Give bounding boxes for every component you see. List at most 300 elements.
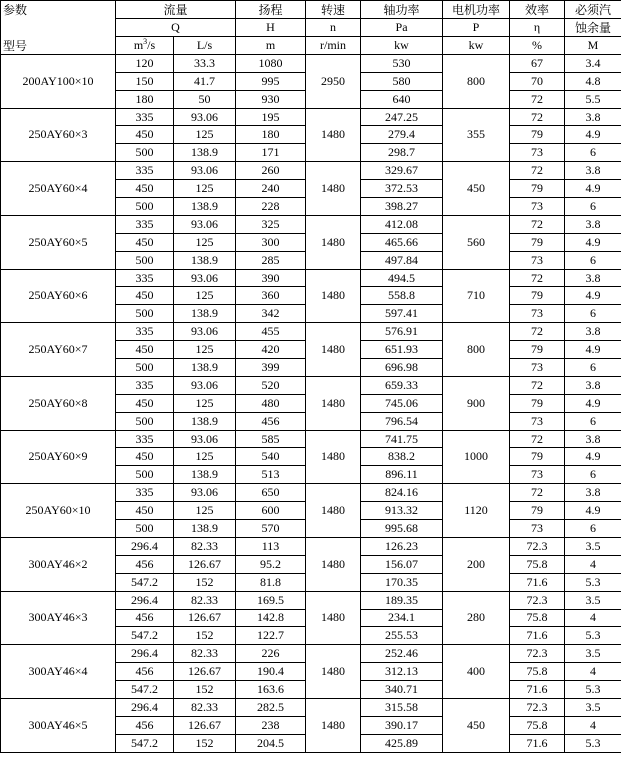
model-label: 型号 — [3, 38, 28, 53]
efficiency-cell: 73 — [510, 520, 565, 538]
flow-m3s-cell: 335 — [116, 269, 174, 287]
shaft-power-cell: 189.35 — [361, 591, 443, 609]
efficiency-cell: 75.8 — [510, 716, 565, 734]
head-cell: 285 — [236, 251, 306, 269]
head-cell: 204.5 — [236, 734, 306, 752]
head-cell: 570 — [236, 520, 306, 538]
speed-cell: 1480 — [306, 323, 361, 377]
npsh-label-1: 必须汽 — [565, 1, 621, 19]
shaft-power-cell: 995.68 — [361, 520, 443, 538]
shaft-power-cell: 838.2 — [361, 448, 443, 466]
npsh-cell: 6 — [565, 251, 621, 269]
efficiency-cell: 73 — [510, 251, 565, 269]
table-row — [1, 323, 621, 341]
speed-cell: 2950 — [306, 54, 361, 108]
head-cell: 169.5 — [236, 591, 306, 609]
flow-m3s-cell: 547.2 — [116, 734, 174, 752]
npsh-cell: 4.9 — [565, 502, 621, 520]
shaft-power-cell: 412.08 — [361, 215, 443, 233]
shaft-power-cell: 372.53 — [361, 180, 443, 198]
npsh-cell: 5.3 — [565, 734, 621, 752]
flow-unit-m3s: $m^3/s$ — [116, 37, 174, 55]
model-cell: 250AY60×5 — [1, 215, 116, 269]
head-cell: 1080 — [236, 54, 306, 72]
npsh-cell: 4.9 — [565, 233, 621, 251]
flow-m3s-cell: 296.4 — [116, 537, 174, 555]
shaft-power-cell: 530 — [361, 54, 443, 72]
shaft-power-cell: 796.54 — [361, 412, 443, 430]
shaft-power-cell: 465.66 — [361, 233, 443, 251]
shaft-power-cell: 279.4 — [361, 126, 443, 144]
npsh-label-2: 蚀余量 — [565, 19, 621, 37]
flow-m3s-cell: 500 — [116, 251, 174, 269]
efficiency-cell: 79 — [510, 126, 565, 144]
head-label: 扬程 — [236, 1, 306, 19]
flow-m3s-cell: 456 — [116, 609, 174, 627]
npsh-cell: 5.5 — [565, 90, 621, 108]
speed-cell: 1480 — [306, 108, 361, 162]
table-row — [1, 430, 621, 448]
flow-ls-cell: 93.06 — [174, 376, 236, 394]
head-cell: 81.8 — [236, 573, 306, 591]
param-label-cell — [1, 1, 116, 37]
npsh-cell: 3.5 — [565, 537, 621, 555]
shaft-power-cell: 329.67 — [361, 162, 443, 180]
flow-m3s-cell: 296.4 — [116, 698, 174, 716]
motor-power-cell: 1000 — [443, 430, 510, 484]
motor-power-cell: 800 — [443, 323, 510, 377]
efficiency-cell: 72 — [510, 108, 565, 126]
flow-unit-ls: L/s — [174, 37, 236, 55]
npsh-cell: 4.9 — [565, 394, 621, 412]
speed-cell: 1480 — [306, 376, 361, 430]
shaft-power-cell: 745.06 — [361, 394, 443, 412]
efficiency-cell: 73 — [510, 466, 565, 484]
flow-m3s-cell: 180 — [116, 90, 174, 108]
speed-cell: 1480 — [306, 215, 361, 269]
shaft-power-cell: 425.89 — [361, 734, 443, 752]
npsh-cell: 3.8 — [565, 484, 621, 502]
head-cell: 142.8 — [236, 609, 306, 627]
head-cell: 480 — [236, 394, 306, 412]
table-row — [1, 376, 621, 394]
npsh-cell: 6 — [565, 359, 621, 377]
flow-ls-cell: 93.06 — [174, 269, 236, 287]
flow-m3s-cell: 456 — [116, 663, 174, 681]
head-cell: 420 — [236, 341, 306, 359]
efficiency-cell: 72.3 — [510, 537, 565, 555]
speed-unit: r/min — [306, 37, 361, 55]
head-cell: 650 — [236, 484, 306, 502]
npsh-cell: 4.9 — [565, 287, 621, 305]
npsh-cell: 4.9 — [565, 448, 621, 466]
table-row — [1, 591, 621, 609]
shaft-power-cell: 651.93 — [361, 341, 443, 359]
flow-ls-cell: 138.9 — [174, 144, 236, 162]
efficiency-cell: 72.3 — [510, 591, 565, 609]
flow-ls-cell: 82.33 — [174, 537, 236, 555]
motor-power-unit: kw — [443, 37, 510, 55]
flow-m3s-cell: 547.2 — [116, 573, 174, 591]
npsh-cell: 3.8 — [565, 269, 621, 287]
npsh-cell: 3.4 — [565, 54, 621, 72]
flow-m3s-cell: 547.2 — [116, 681, 174, 699]
shaft-power-cell: 558.8 — [361, 287, 443, 305]
flow-m3s-cell: 500 — [116, 359, 174, 377]
npsh-cell: 6 — [565, 466, 621, 484]
shaft-power-cell: 640 — [361, 90, 443, 108]
efficiency-cell: 72 — [510, 484, 565, 502]
flow-m3s-cell: 500 — [116, 198, 174, 216]
flow-ls-cell: 125 — [174, 502, 236, 520]
flow-ls-cell: 93.06 — [174, 162, 236, 180]
table-row — [1, 215, 621, 233]
motor-power-cell: 400 — [443, 645, 510, 699]
shaft-power-cell: 340.71 — [361, 681, 443, 699]
efficiency-cell: 73 — [510, 412, 565, 430]
head-cell: 456 — [236, 412, 306, 430]
flow-ls-cell: 126.67 — [174, 555, 236, 573]
flow-m3s-cell: 120 — [116, 54, 174, 72]
flow-m3s-cell: 450 — [116, 502, 174, 520]
npsh-cell: 4 — [565, 609, 621, 627]
flow-ls-cell: 138.9 — [174, 198, 236, 216]
flow-m3s-cell: 335 — [116, 215, 174, 233]
flow-m3s-cell: 450 — [116, 341, 174, 359]
shaft-power-cell: 247.25 — [361, 108, 443, 126]
npsh-cell: 4 — [565, 716, 621, 734]
flow-ls-cell: 138.9 — [174, 412, 236, 430]
npsh-cell: 4.9 — [565, 341, 621, 359]
npsh-cell: 3.8 — [565, 376, 621, 394]
efficiency-cell: 79 — [510, 502, 565, 520]
flow-m3s-cell: 456 — [116, 555, 174, 573]
head-cell: 995 — [236, 72, 306, 90]
flow-ls-cell: 138.9 — [174, 305, 236, 323]
npsh-cell: 6 — [565, 198, 621, 216]
flow-ls-cell: 33.3 — [174, 54, 236, 72]
efficiency-cell: 79 — [510, 394, 565, 412]
efficiency-cell: 73 — [510, 305, 565, 323]
motor-power-cell: 355 — [443, 108, 510, 162]
flow-ls-cell: 93.06 — [174, 215, 236, 233]
efficiency-cell: 71.6 — [510, 734, 565, 752]
flow-m3s-cell: 500 — [116, 412, 174, 430]
flow-label: 流量 — [116, 1, 236, 19]
shaft-power-cell: 234.1 — [361, 609, 443, 627]
flow-m3s-cell: 335 — [116, 376, 174, 394]
shaft-power-cell: 255.53 — [361, 627, 443, 645]
head-cell: 260 — [236, 162, 306, 180]
flow-m3s-cell: 500 — [116, 305, 174, 323]
speed-symbol: n — [306, 19, 361, 37]
flow-m3s-cell: 335 — [116, 323, 174, 341]
flow-ls-cell: 93.06 — [174, 108, 236, 126]
efficiency-cell: 79 — [510, 341, 565, 359]
flow-m3s-cell: 547.2 — [116, 627, 174, 645]
head-cell: 600 — [236, 502, 306, 520]
speed-cell: 1480 — [306, 591, 361, 645]
shaft-power-label: 轴功率 — [361, 1, 443, 19]
motor-power-cell: 710 — [443, 269, 510, 323]
model-cell: 300AY46×5 — [1, 698, 116, 752]
flow-m3s-cell: 335 — [116, 484, 174, 502]
head-cell: 226 — [236, 645, 306, 663]
shaft-power-cell: 659.33 — [361, 376, 443, 394]
motor-power-cell: 800 — [443, 54, 510, 108]
head-cell: 238 — [236, 716, 306, 734]
npsh-cell: 6 — [565, 305, 621, 323]
flow-m3s-cell: 450 — [116, 126, 174, 144]
flow-m3s-cell: 296.4 — [116, 645, 174, 663]
shaft-power-cell: 252.46 — [361, 645, 443, 663]
efficiency-cell: 70 — [510, 72, 565, 90]
flow-ls-cell: 152 — [174, 734, 236, 752]
table-row — [1, 537, 621, 555]
flow-ls-cell: 50 — [174, 90, 236, 108]
flow-ls-cell: 125 — [174, 126, 236, 144]
shaft-power-cell: 398.27 — [361, 198, 443, 216]
npsh-cell: 5.3 — [565, 573, 621, 591]
motor-power-cell: 450 — [443, 698, 510, 752]
motor-power-cell: 1120 — [443, 484, 510, 538]
flow-m3s-cell: 150 — [116, 72, 174, 90]
flow-ls-cell: 82.33 — [174, 698, 236, 716]
speed-label: 转速 — [306, 1, 361, 19]
efficiency-cell: 73 — [510, 359, 565, 377]
flow-m3s-cell: 450 — [116, 233, 174, 251]
efficiency-cell: 75.8 — [510, 609, 565, 627]
efficiency-cell: 71.6 — [510, 627, 565, 645]
table-row — [1, 54, 621, 72]
npsh-cell: 3.5 — [565, 591, 621, 609]
motor-power-cell: 560 — [443, 215, 510, 269]
motor-power-cell: 280 — [443, 591, 510, 645]
head-cell: 163.6 — [236, 681, 306, 699]
shaft-power-cell: 156.07 — [361, 555, 443, 573]
head-cell: 520 — [236, 376, 306, 394]
flow-m3s-cell: 450 — [116, 394, 174, 412]
npsh-cell: 4.9 — [565, 180, 621, 198]
flow-ls-cell: 138.9 — [174, 466, 236, 484]
model-cell: 250AY60×7 — [1, 323, 116, 377]
efficiency-cell: 72.3 — [510, 645, 565, 663]
flow-m3s-cell: 500 — [116, 144, 174, 162]
table-body — [1, 54, 621, 752]
shaft-power-cell: 390.17 — [361, 716, 443, 734]
motor-power-symbol: P — [443, 19, 510, 37]
flow-ls-cell: 93.06 — [174, 323, 236, 341]
npsh-cell: 4 — [565, 555, 621, 573]
head-cell: 342 — [236, 305, 306, 323]
table-row — [1, 484, 621, 502]
model-cell: 250AY60×10 — [1, 484, 116, 538]
flow-ls-cell: 82.33 — [174, 645, 236, 663]
flow-ls-cell: 93.06 — [174, 484, 236, 502]
shaft-power-cell: 597.41 — [361, 305, 443, 323]
head-cell: 513 — [236, 466, 306, 484]
table-row — [1, 698, 621, 716]
npsh-cell: 4.9 — [565, 126, 621, 144]
flow-m3s-cell: 500 — [116, 520, 174, 538]
table-row — [1, 645, 621, 663]
head-cell: 240 — [236, 180, 306, 198]
flow-ls-cell: 82.33 — [174, 591, 236, 609]
flow-m3s-cell: 450 — [116, 448, 174, 466]
npsh-cell: 3.5 — [565, 698, 621, 716]
npsh-cell: 5.3 — [565, 627, 621, 645]
head-cell: 180 — [236, 126, 306, 144]
flow-symbol: Q — [116, 19, 236, 37]
model-cell: 300AY46×2 — [1, 537, 116, 591]
efficiency-cell: 72 — [510, 430, 565, 448]
motor-power-label: 电机功率 — [443, 1, 510, 19]
efficiency-cell: 79 — [510, 180, 565, 198]
table-row — [1, 108, 621, 126]
flow-ls-cell: 126.67 — [174, 716, 236, 734]
shaft-power-cell: 576.91 — [361, 323, 443, 341]
flow-ls-cell: 93.06 — [174, 430, 236, 448]
npsh-cell: 6 — [565, 520, 621, 538]
model-cell: 250AY60×3 — [1, 108, 116, 162]
head-cell: 540 — [236, 448, 306, 466]
efficiency-cell: 71.6 — [510, 573, 565, 591]
efficiency-cell: 73 — [510, 198, 565, 216]
npsh-cell: 5.3 — [565, 681, 621, 699]
table-header — [1, 1, 621, 55]
table-row — [1, 162, 621, 180]
flow-ls-cell: 125 — [174, 394, 236, 412]
flow-ls-cell: 126.67 — [174, 663, 236, 681]
efficiency-cell: 71.6 — [510, 681, 565, 699]
shaft-power-cell: 741.75 — [361, 430, 443, 448]
head-cell: 95.2 — [236, 555, 306, 573]
npsh-cell: 6 — [565, 412, 621, 430]
flow-m3s-cell: 456 — [116, 716, 174, 734]
speed-cell: 1480 — [306, 645, 361, 699]
shaft-power-cell: 696.98 — [361, 359, 443, 377]
efficiency-cell: 72.3 — [510, 698, 565, 716]
speed-cell: 1480 — [306, 698, 361, 752]
npsh-cell: 3.8 — [565, 430, 621, 448]
efficiency-cell: 73 — [510, 144, 565, 162]
head-cell: 399 — [236, 359, 306, 377]
head-cell: 585 — [236, 430, 306, 448]
flow-ls-cell: 138.9 — [174, 251, 236, 269]
efficiency-cell: 72 — [510, 215, 565, 233]
head-cell: 171 — [236, 144, 306, 162]
param-label: 参数 — [3, 3, 28, 17]
head-cell: 190.4 — [236, 663, 306, 681]
flow-ls-cell: 138.9 — [174, 359, 236, 377]
efficiency-cell: 75.8 — [510, 555, 565, 573]
efficiency-unit: % — [510, 37, 565, 55]
head-cell: 228 — [236, 198, 306, 216]
flow-m3s-cell: 450 — [116, 287, 174, 305]
flow-ls-cell: 125 — [174, 233, 236, 251]
speed-cell: 1480 — [306, 430, 361, 484]
shaft-power-cell: 824.16 — [361, 484, 443, 502]
efficiency-cell: 72 — [510, 376, 565, 394]
shaft-power-cell: 298.7 — [361, 144, 443, 162]
flow-m3s-cell: 500 — [116, 466, 174, 484]
head-cell: 282.5 — [236, 698, 306, 716]
table-row — [1, 269, 621, 287]
shaft-power-cell: 170.35 — [361, 573, 443, 591]
model-cell: 250AY60×8 — [1, 376, 116, 430]
head-cell: 195 — [236, 108, 306, 126]
flow-m3s-cell: 296.4 — [116, 591, 174, 609]
npsh-cell: 3.8 — [565, 162, 621, 180]
model-cell: 300AY46×3 — [1, 591, 116, 645]
npsh-cell: 3.8 — [565, 215, 621, 233]
model-label-cell — [1, 37, 116, 55]
flow-ls-cell: 152 — [174, 681, 236, 699]
head-symbol: H — [236, 19, 306, 37]
flow-m3s-cell: 335 — [116, 162, 174, 180]
model-cell: 200AY100×10 — [1, 54, 116, 108]
flow-m3s-cell: 335 — [116, 108, 174, 126]
shaft-power-cell: 315.58 — [361, 698, 443, 716]
motor-power-cell: 450 — [443, 162, 510, 216]
npsh-cell: 3.8 — [565, 108, 621, 126]
flow-ls-cell: 125 — [174, 448, 236, 466]
shaft-power-cell: 580 — [361, 72, 443, 90]
shaft-power-cell: 312.13 — [361, 663, 443, 681]
shaft-power-cell: 913.32 — [361, 502, 443, 520]
efficiency-cell: 79 — [510, 448, 565, 466]
shaft-power-cell: 896.11 — [361, 466, 443, 484]
npsh-cell: 3.8 — [565, 323, 621, 341]
flow-ls-cell: 138.9 — [174, 520, 236, 538]
head-cell: 300 — [236, 233, 306, 251]
flow-ls-cell: 125 — [174, 180, 236, 198]
model-cell: 250AY60×6 — [1, 269, 116, 323]
efficiency-symbol: η — [510, 19, 565, 37]
npsh-cell: 4.8 — [565, 72, 621, 90]
flow-m3s-cell: 450 — [116, 180, 174, 198]
shaft-power-cell: 126.23 — [361, 537, 443, 555]
flow-ls-cell: 125 — [174, 287, 236, 305]
efficiency-cell: 75.8 — [510, 663, 565, 681]
efficiency-cell: 72 — [510, 162, 565, 180]
motor-power-cell: 900 — [443, 376, 510, 430]
efficiency-cell: 72 — [510, 323, 565, 341]
shaft-power-unit: kw — [361, 37, 443, 55]
efficiency-cell: 67 — [510, 54, 565, 72]
motor-power-cell: 200 — [443, 537, 510, 591]
head-cell: 113 — [236, 537, 306, 555]
model-cell: 300AY46×4 — [1, 645, 116, 699]
head-cell: 455 — [236, 323, 306, 341]
efficiency-cell: 79 — [510, 287, 565, 305]
flow-m3s-cell: 335 — [116, 430, 174, 448]
shaft-power-symbol: Pa — [361, 19, 443, 37]
efficiency-cell: 72 — [510, 269, 565, 287]
efficiency-cell: 72 — [510, 90, 565, 108]
head-cell: 360 — [236, 287, 306, 305]
npsh-cell: 3.5 — [565, 645, 621, 663]
shaft-power-cell: 497.84 — [361, 251, 443, 269]
npsh-unit: M — [565, 37, 621, 55]
model-cell: 250AY60×4 — [1, 162, 116, 216]
head-cell: 390 — [236, 269, 306, 287]
flow-ls-cell: 152 — [174, 573, 236, 591]
flow-ls-cell: 41.7 — [174, 72, 236, 90]
efficiency-cell: 79 — [510, 233, 565, 251]
flow-ls-cell: 152 — [174, 627, 236, 645]
shaft-power-cell: 494.5 — [361, 269, 443, 287]
